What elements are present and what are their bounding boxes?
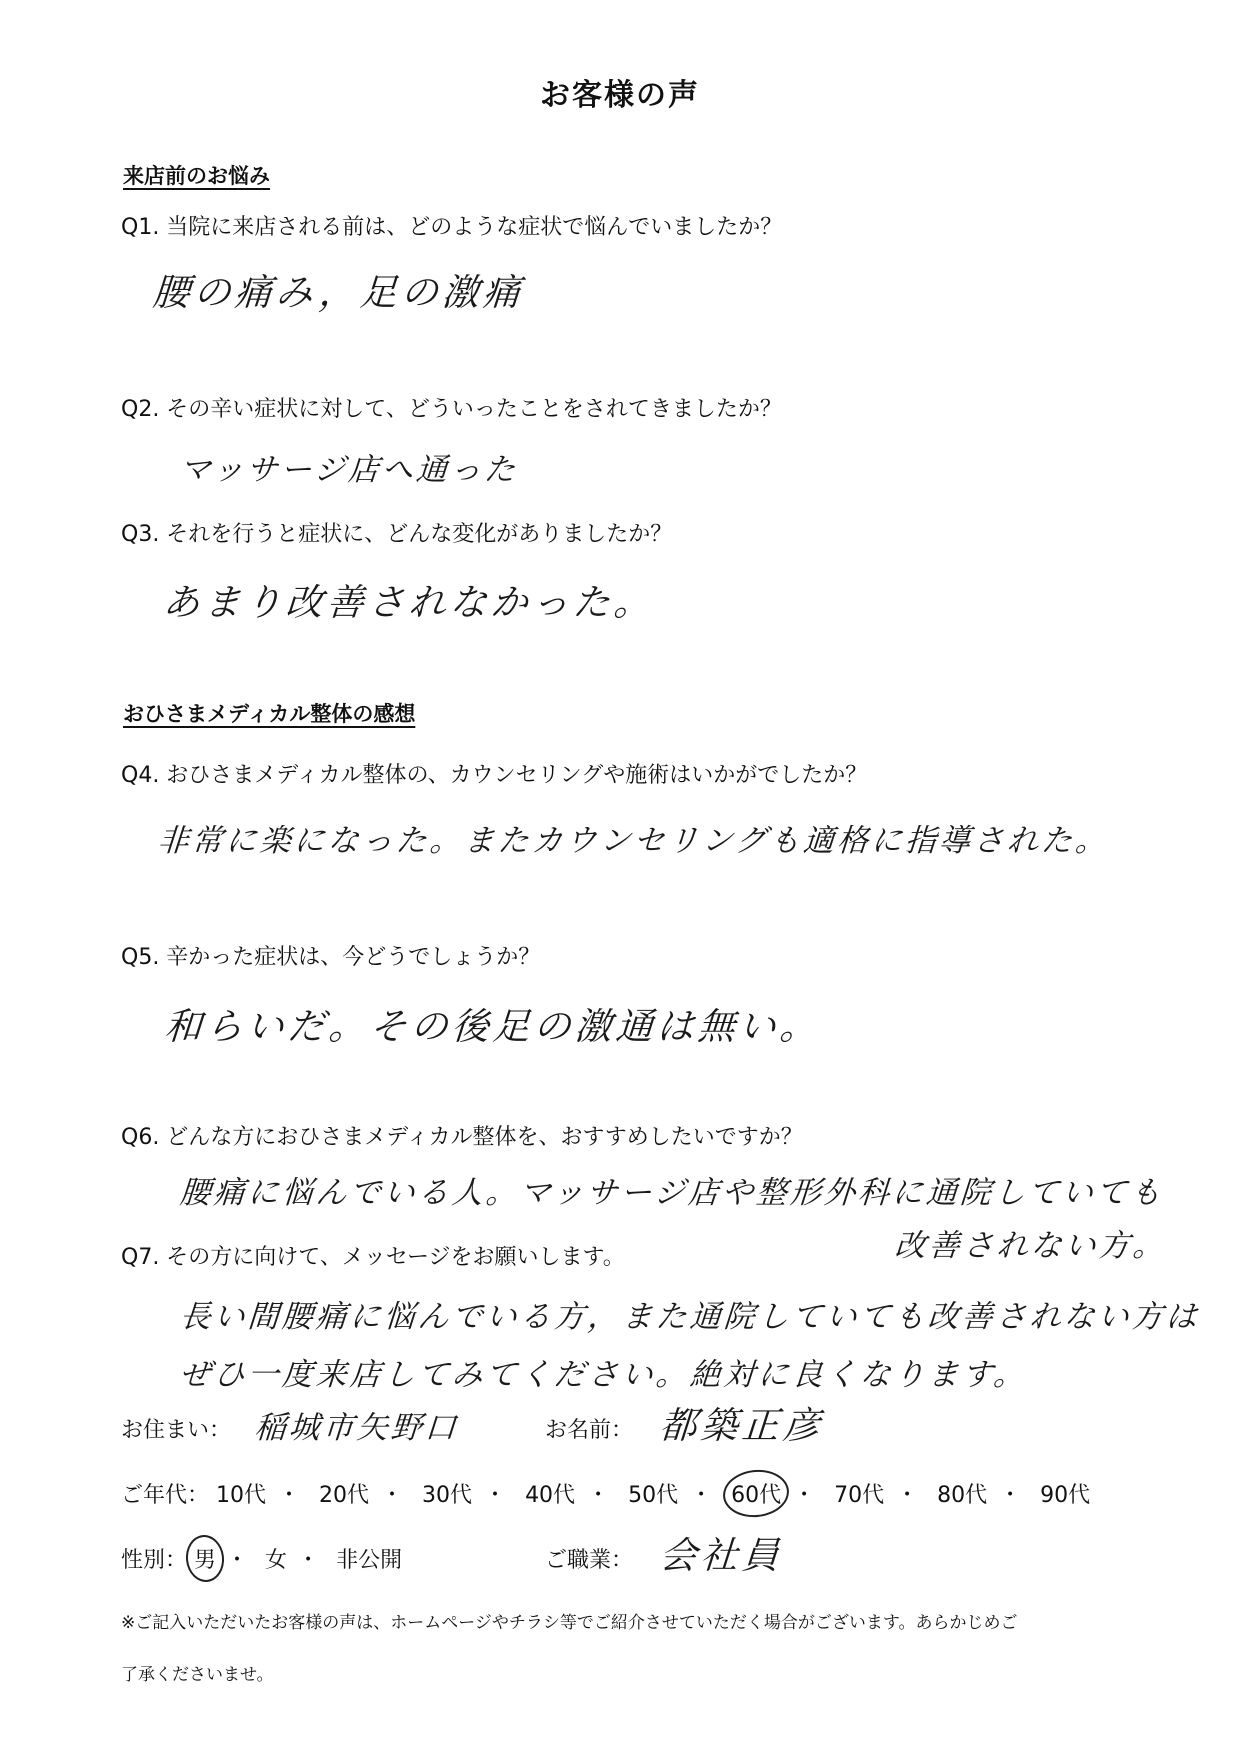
name-label: お名前： — [545, 1418, 634, 1443]
answer-q7-line2: ぜひ一度来店してみてください。絶対に良くなります。 — [178, 1357, 1029, 1393]
age-option: 90代 — [1040, 1483, 1091, 1508]
question-q4: Q4. おひさまメディカル整体の、カウンセリングや施術はいかがでしたか？ — [121, 763, 868, 788]
gender-option-selected: 男 — [194, 1543, 216, 1574]
answer-q1: 腰の痛み，足の激痛 — [151, 271, 526, 314]
age-label: ご年代： — [121, 1483, 210, 1508]
answer-q5: 和らいだ。その後足の激通は無い。 — [163, 1005, 823, 1048]
age-option: 20代 — [319, 1483, 370, 1508]
address-label: お住まい： — [121, 1418, 232, 1443]
name-value: 都築正彦 — [658, 1404, 826, 1447]
disclaimer-line1: ※ご記入いただいたお客様の声は、ホームページやチラシ等でご紹介させていただく場合がございます。あらかじめご — [121, 1613, 1018, 1633]
question-q5: Q5. 辛かった症状は、今どうでしょうか？ — [121, 945, 541, 970]
question-q3: Q3. それを行うと症状に、どんな変化がありましたか？ — [121, 522, 673, 547]
section-heading-impressions: おひさまメディカル整体の感想 — [123, 702, 416, 726]
age-row: ご年代： 10代 ・ 20代 ・ 30代 ・ 40代 ・ 50代 ・ 60代 ・ 70代 ・ 80代 ・ 90代 — [121, 1478, 1090, 1509]
question-q6: Q6. どんな方におひさまメディカル整体を、おすすめしたいですか？ — [121, 1125, 803, 1150]
answer-q4: 非常に楽になった。またカウンセリングも適格に指導された。 — [156, 823, 1111, 859]
gender-row: 性別： 男 ・ 女 ・ 非公開 — [121, 1543, 402, 1574]
answer-q6-line2: 改善されない方。 — [893, 1228, 1169, 1264]
gender-option: 女 — [265, 1548, 288, 1573]
age-option: 40代 — [525, 1483, 576, 1508]
age-option-selected: 60代 — [731, 1478, 781, 1509]
answer-q7-line1: 長い間腰痛に悩んでいる方，また通院していても改善されない方は — [178, 1299, 1202, 1335]
address-value: 稲城市矢野口 — [253, 1410, 461, 1446]
age-option: 30代 — [422, 1483, 473, 1508]
answer-q2: マッサージ店へ通った — [178, 452, 520, 488]
answer-q3: あまり改善されなかった。 — [161, 581, 657, 624]
gender-option: 非公開 — [336, 1548, 403, 1573]
page-title: お客様の声 — [540, 78, 700, 113]
question-q1: Q1. 当院に来店される前は、どのような症状で悩んでいましたか？ — [121, 215, 783, 240]
age-option: 50代 — [628, 1483, 679, 1508]
age-option: 80代 — [937, 1483, 988, 1508]
gender-label: 性別： — [121, 1548, 188, 1573]
question-q7: Q7. その方に向けて、メッセージをお願いします。 — [121, 1245, 625, 1270]
question-q2: Q2. その辛い症状に対して、どういったことをされてきましたか？ — [121, 397, 782, 422]
answer-q6-line1: 腰痛に悩んでいる人。マッサージ店や整形外科に通院していても — [178, 1175, 1166, 1211]
age-option: 70代 — [834, 1483, 885, 1508]
job-label: ご職業： — [545, 1548, 634, 1573]
disclaimer-line2: 了承くださいませ。 — [121, 1665, 274, 1685]
job-value: 会社員 — [658, 1534, 785, 1577]
age-option: 10代 — [216, 1483, 267, 1508]
section-heading-before: 来店前のお悩み — [123, 164, 270, 188]
